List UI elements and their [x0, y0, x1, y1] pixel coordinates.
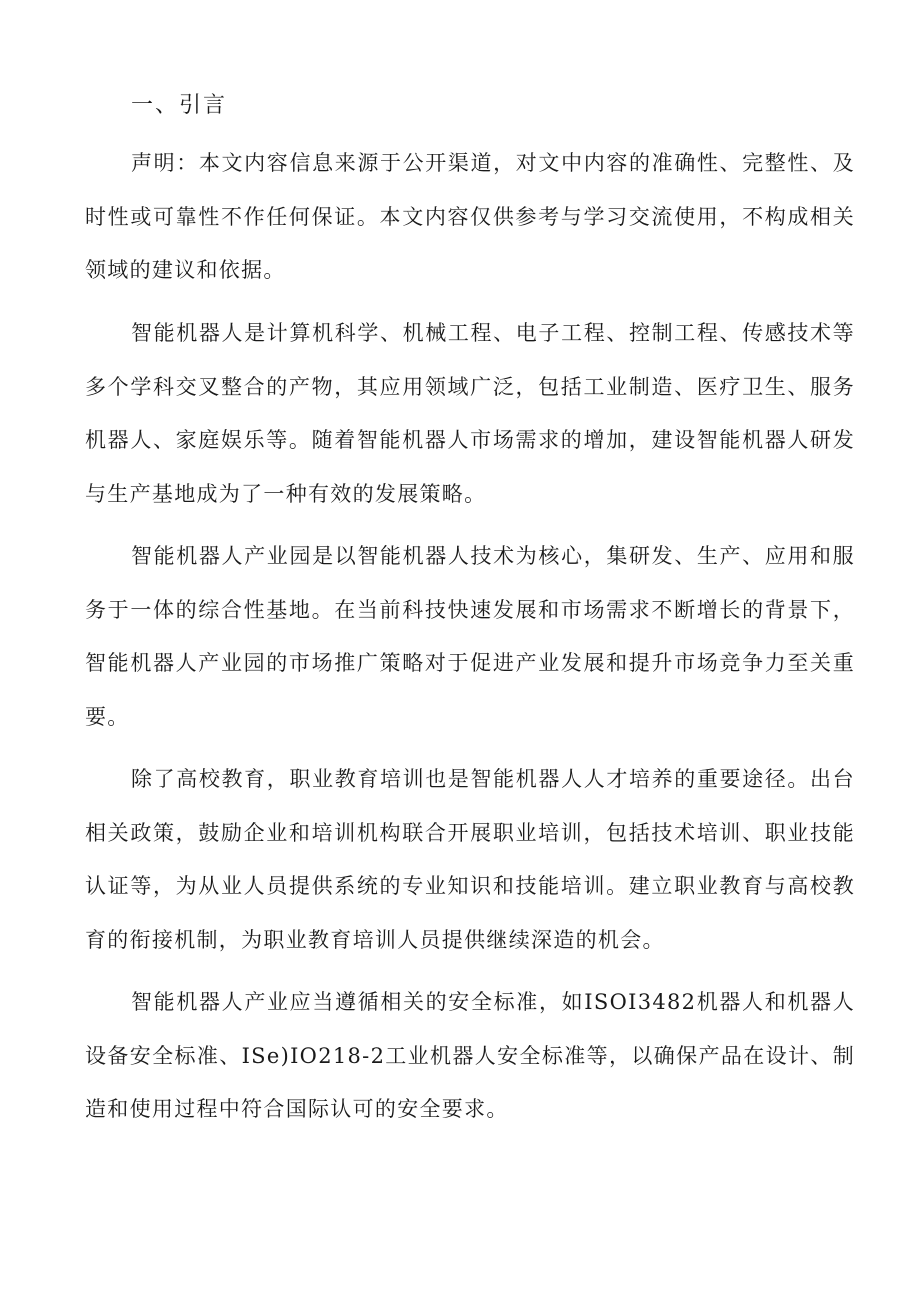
disclaimer-paragraph: 声明：本文内容信息来源于公开渠道，对文中内容的准确性、完整性、及时性或可靠性不作任何保证。本文内容仅供参考与学习交流使用，不构成相关领域的建议和依据。 — [85, 151, 855, 282]
body-paragraph: 智能机器人产业园是以智能机器人技术为核心，集研发、生产、应用和服务于一体的综合性基地。在当前科技快速发展和市场需求不断增长的背景下，智能机器人产业园的市场推广策略对于促进产业发展和提升市场竞争力至关重要。 — [85, 544, 855, 729]
section-heading: 一、引言 — [131, 93, 228, 118]
body-paragraph: 智能机器人产业应当遵循相关的安全标准，如ISOI3482机器人和机器人设备安全标准、ISe)IO218-2工业机器人安全标准等，以确保产品在设计、制造和使用过程中符合国际认可的安全要求。 — [85, 990, 855, 1121]
body-paragraph: 除了高校教育，职业教育培训也是智能机器人人才培养的重要途径。出台相关政策，鼓励企业和培训机构联合开展职业培训，包括技术培训、职业技能认证等，为从业人员提供系统的专业知识和技能培训。建立职业教育与高校教育的衔接机制，为职业教育培训人员提供继续深造的机会。 — [85, 767, 855, 952]
body-paragraph: 智能机器人是计算机科学、机械工程、电子工程、控制工程、传感技术等多个学科交叉整合的产物，其应用领域广泛，包括工业制造、医疗卫生、服务机器人、家庭娱乐等。随着智能机器人市场需求的增加，建设智能机器人研发与生产基地成为了一种有效的发展策略。 — [85, 321, 855, 506]
